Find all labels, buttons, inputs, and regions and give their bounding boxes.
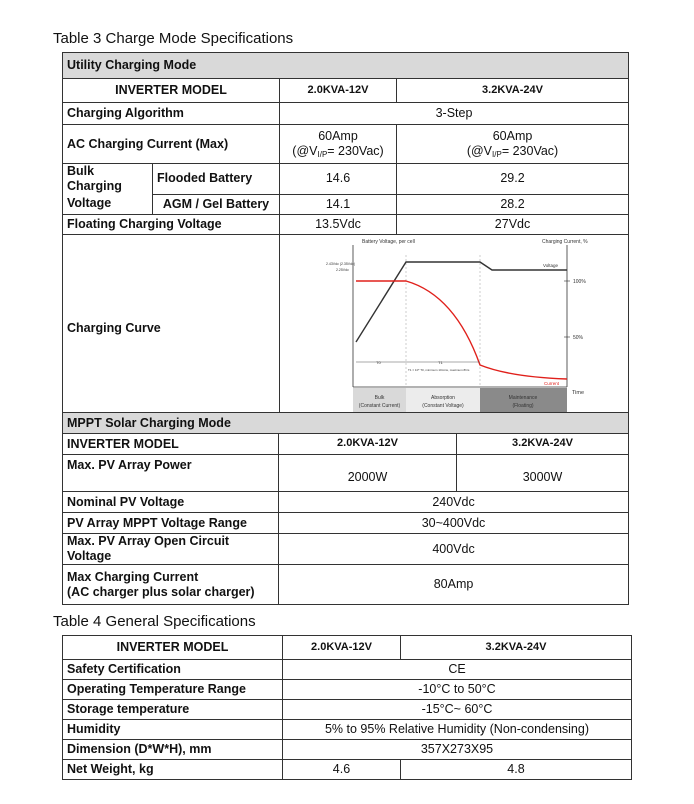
y-right-label: Charging Current, %	[542, 238, 588, 245]
max-current-label-2: (AC charger plus solar charger)	[67, 584, 255, 599]
nominal-pv-voltage-value: 240Vdc	[279, 492, 629, 513]
floating-b: 27Vdc	[397, 214, 629, 234]
y-left-label: Battery Voltage, per cell	[362, 238, 415, 245]
voltage-label: Voltage	[543, 262, 559, 268]
utility-model-label: INVERTER MODEL	[63, 79, 280, 103]
ac-current-b-value: 60Amp	[492, 128, 533, 143]
floating-a: 13.5Vdc	[280, 214, 397, 234]
net-weight-label: Net Weight, kg	[63, 760, 283, 780]
humidity-label: Humidity	[63, 720, 283, 740]
v-label-2: 2.25Vdc	[336, 267, 349, 272]
bulk-charging-label-2: Voltage	[63, 194, 153, 214]
mppt-range-value: 30~400Vdc	[279, 513, 629, 534]
t4-model-a: 2.0KVA-12V	[283, 636, 401, 660]
dimension-value: 357X273X95	[283, 740, 632, 760]
current-curve	[356, 281, 567, 379]
utility-charging-table	[62, 52, 629, 424]
current-label: Current	[544, 380, 560, 386]
max-charging-current-label	[63, 565, 279, 605]
stage-2-sub: (Constant Voltage)	[422, 402, 464, 409]
utility-model-a: 2.0KVA-12V	[280, 79, 397, 103]
stage-1-sub: (Constant Current)	[358, 402, 401, 409]
agm-a: 14.1	[280, 194, 397, 214]
charging-curve-cell	[280, 234, 629, 423]
ac-current-a-condition: $(@V_{I/P}= 230Vac)$	[292, 143, 384, 159]
table4-caption: Table 4 General Specifications	[53, 613, 256, 630]
utility-section-title: Utility Charging Mode	[63, 53, 629, 79]
open-circuit-value: 400Vdc	[279, 534, 629, 565]
pct-50: 50%	[573, 334, 584, 341]
time-label: Time	[572, 389, 585, 396]
pv-power-b: 3000W	[457, 455, 629, 492]
bulk-charging-label-1: Bulk Charging	[63, 164, 153, 195]
safety-label: Safety Certification	[63, 660, 283, 680]
nominal-pv-voltage-label: Nominal PV Voltage	[63, 492, 279, 513]
charging-curve-diagram	[280, 235, 628, 423]
floating-voltage-label: Floating Charging Voltage	[63, 214, 280, 234]
humidity-value: 5% to 95% Relative Humidity (Non-condensing)	[283, 720, 632, 740]
charging-curve-label: Charging Curve	[63, 234, 280, 423]
pv-power-label: Max. PV Array Power	[63, 455, 279, 492]
op-temp-label: Operating Temperature Range	[63, 680, 283, 700]
net-weight-b: 4.8	[401, 760, 632, 780]
voltage-curve	[356, 262, 567, 342]
t4-model-label: INVERTER MODEL	[63, 636, 283, 660]
net-weight-a: 4.6	[283, 760, 401, 780]
stage-1-label: Bulk	[374, 394, 385, 401]
ac-charging-current-label: AC Charging Current (Max)	[63, 125, 280, 164]
t1-note: T1 = 10* T0, minimum 10mins, maximum 8hrs	[408, 367, 470, 372]
mppt-model-a: 2.0KVA-12V	[279, 434, 457, 455]
max-charging-current-value: 80Amp	[279, 565, 629, 605]
dimension-label: Dimension (D*W*H), mm	[63, 740, 283, 760]
storage-temp-value: -15°C~ 60°C	[283, 700, 632, 720]
stage-3-label: Maintenance	[508, 394, 538, 401]
mppt-range-label: PV Array MPPT Voltage Range	[63, 513, 279, 534]
agm-b: 28.2	[397, 194, 629, 214]
storage-temp-label: Storage temperature	[63, 700, 283, 720]
charging-algorithm-value: 3-Step	[280, 103, 629, 125]
charging-algorithm-label: Charging Algorithm	[63, 103, 280, 125]
pv-power-a: 2000W	[279, 455, 457, 492]
op-temp-value: -10°C to 50°C	[283, 680, 632, 700]
safety-value: CE	[283, 660, 632, 680]
mppt-charging-table	[62, 412, 629, 605]
ac-current-a-value: 60Amp	[318, 128, 358, 143]
agm-gel-label: AGM / Gel Battery	[153, 194, 280, 214]
table3-caption: Table 3 Charge Mode Specifications	[53, 30, 294, 47]
max-current-label-1: Max Charging Current	[67, 569, 199, 584]
ac-current-b-condition: $(@V_{I/P}= 230Vac)$	[466, 143, 559, 159]
flooded-a: 14.6	[280, 164, 397, 195]
utility-model-b: 3.2KVA-24V	[397, 79, 629, 103]
ac-charging-current-b	[397, 125, 629, 164]
mppt-section-title: MPPT Solar Charging Mode	[63, 413, 629, 434]
t4-model-b: 3.2KVA-24V	[401, 636, 632, 660]
stage-3-sub: (Floating)	[512, 402, 534, 409]
v-label-1: 2.43Vdc (2.35Vdc)	[326, 261, 355, 266]
ac-charging-current-a	[280, 125, 397, 164]
mppt-model-label: INVERTER MODEL	[63, 434, 279, 455]
general-specs-table	[62, 635, 632, 780]
stage-2-label: Absorption	[431, 394, 455, 401]
flooded-battery-label: Flooded Battery	[153, 164, 280, 195]
open-circuit-label: Max. PV Array Open Circuit Voltage	[63, 534, 279, 565]
t0-label: T0	[376, 359, 381, 365]
flooded-b: 29.2	[397, 164, 629, 195]
t1-label: T1	[438, 359, 443, 365]
mppt-model-b: 3.2KVA-24V	[457, 434, 629, 455]
pct-100: 100%	[573, 278, 586, 285]
